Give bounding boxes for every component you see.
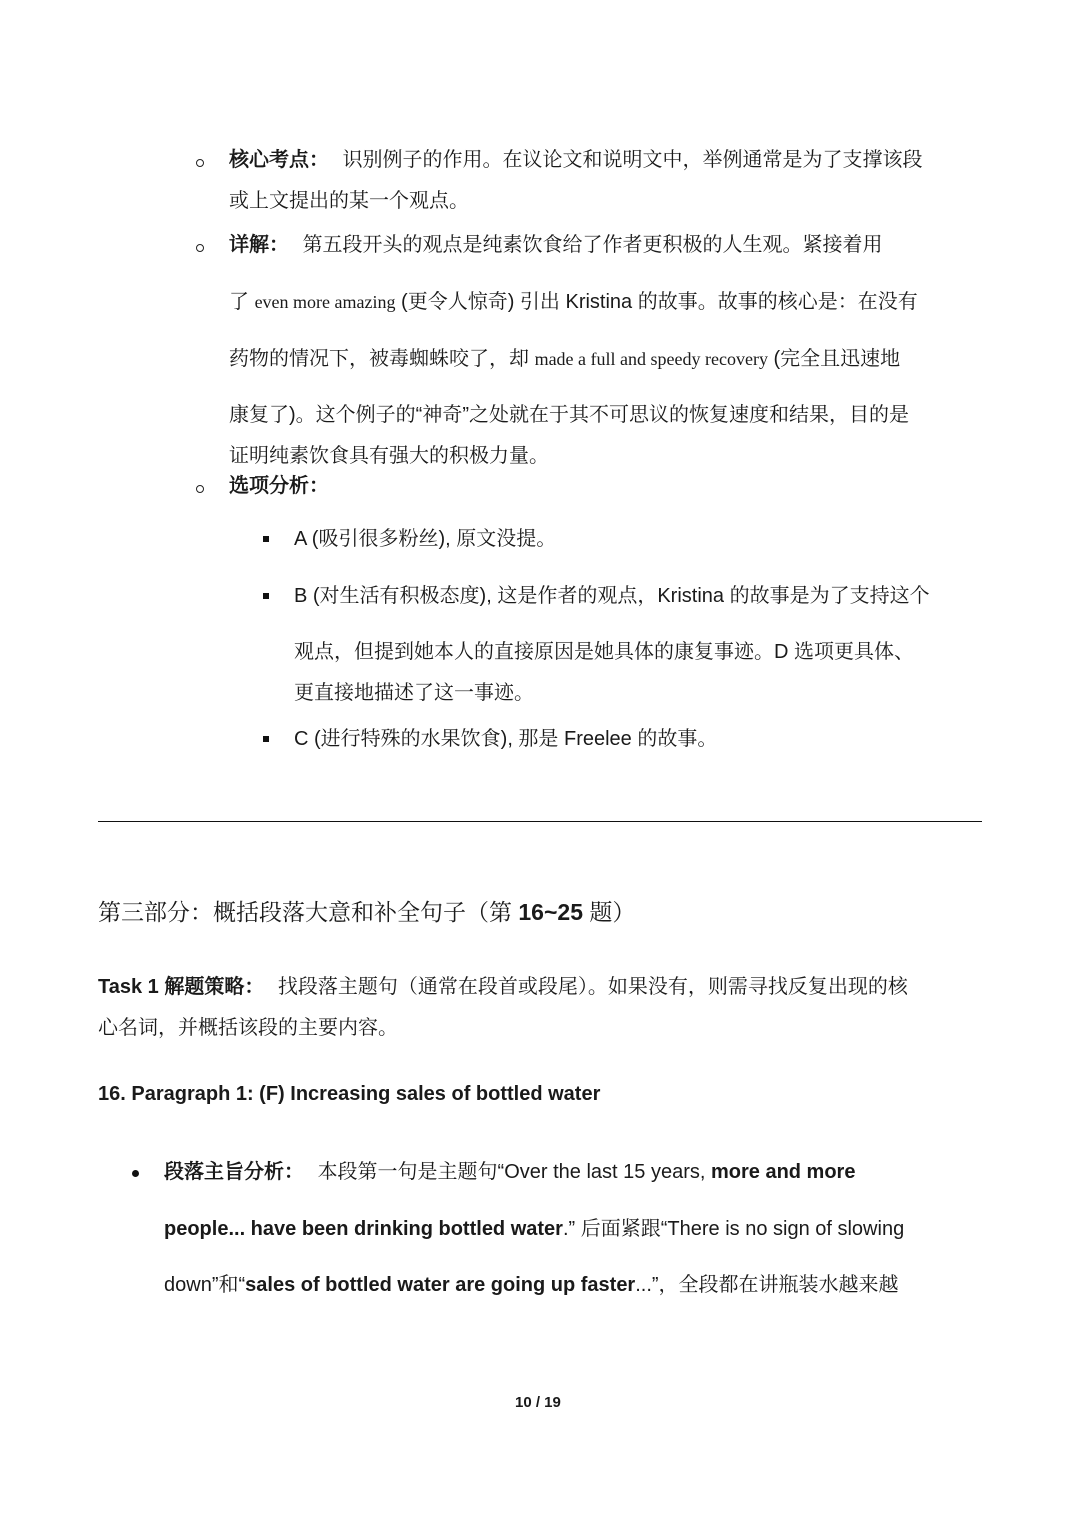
core-point-label: 核心考点： <box>229 149 329 171</box>
core-point-line1 <box>229 146 923 174</box>
bullet-icon <box>132 1170 139 1177</box>
section-title-pre: 第三部分：概括段落大意和补全句子（第 <box>98 899 519 925</box>
q16-line2-post: .” 后面紧跟“There is no sign of slowing <box>562 1218 905 1240</box>
section-title <box>98 894 635 927</box>
section-title-num: 16~25 <box>518 899 583 925</box>
task1-label: Task 1 解题策略： <box>98 976 265 998</box>
section-title-post: 题） <box>583 899 636 925</box>
detail-line2-en: even more amazing <box>254 292 396 312</box>
task1-text: 找段落主题句（通常在段首或段尾）。如果没有，则需寻找反复出现的核 <box>277 976 908 998</box>
circle-bullet-icon <box>196 244 204 252</box>
option-a: A (吸引很多粉丝), 原文没提。 <box>294 528 557 550</box>
square-bullet-icon <box>263 736 269 742</box>
q16-line2 <box>164 1215 904 1243</box>
detail-line2-pre: 了 <box>229 291 255 313</box>
q16-line3-bold: sales of bottled water are going up faster <box>245 1274 636 1296</box>
q16-line3-post: ...”，全段都在讲瓶装水越来越 <box>635 1274 899 1296</box>
core-point-line2: 或上文提出的某一个观点。 <box>229 190 469 212</box>
circle-bullet-icon <box>196 485 204 493</box>
detail-line3-en: made a full and speedy recovery <box>534 349 768 369</box>
detail-line4: 康复了)。这个例子的“神奇”之处就在于其不可思议的恢复速度和结果，目的是 <box>229 404 909 426</box>
q16-heading: 16. Paragraph 1: (F) Increasing sales of bottled water <box>98 1083 601 1105</box>
circle-bullet-icon <box>196 159 204 167</box>
task1-line2: 心名词，并概括该段的主要内容。 <box>98 1017 398 1039</box>
options-label: 选项分析： <box>229 475 329 497</box>
q16-line3 <box>164 1271 899 1299</box>
square-bullet-icon <box>263 593 269 599</box>
core-point-text: 识别例子的作用。在议论文和说明文中，举例通常是为了支撑该段 <box>342 149 923 171</box>
q16-line1-bold: more and more <box>710 1161 856 1183</box>
detail-label: 详解： <box>229 234 289 256</box>
q16-line2-bold: people... have been drinking bottled water <box>164 1218 563 1240</box>
task1-line1 <box>98 973 908 1001</box>
detail-line3 <box>229 345 900 373</box>
detail-text: 第五段开头的观点是纯素饮食给了作者更积极的人生观。紧接着用 <box>302 234 883 256</box>
option-b-line2: 观点，但提到她本人的直接原因是她具体的康复事迹。D 选项更具体、 <box>294 641 914 663</box>
page-number: 10 / 19 <box>515 1394 561 1411</box>
detail-line3-post: (完全且迅速地 <box>767 348 901 370</box>
option-b-line3: 更直接地描述了这一事迹。 <box>294 682 534 704</box>
detail-line1 <box>229 231 883 259</box>
detail-line2 <box>229 288 918 316</box>
detail-line5: 证明纯素饮食具有强大的积极力量。 <box>229 445 549 467</box>
q16-line3-pre: down”和“ <box>164 1274 246 1296</box>
q16-label: 段落主旨分析： <box>164 1161 304 1183</box>
square-bullet-icon <box>263 536 269 542</box>
detail-line3-pre: 药物的情况下，被毒蜘蛛咬了，却 <box>229 348 535 370</box>
option-c: C (进行特殊的水果饮食), 那是 Freelee 的故事。 <box>294 728 718 750</box>
detail-line2-post: (更令人惊奇) 引出 Kristina 的故事。故事的核心是：在没有 <box>395 291 918 313</box>
q16-line1 <box>164 1158 855 1186</box>
q16-line1-pre: 本段第一句是主题句“Over the last 15 years, <box>317 1161 711 1183</box>
section-divider <box>98 821 982 822</box>
option-b-line1: B (对生活有积极态度), 这是作者的观点，Kristina 的故事是为了支持这个 <box>294 585 930 607</box>
